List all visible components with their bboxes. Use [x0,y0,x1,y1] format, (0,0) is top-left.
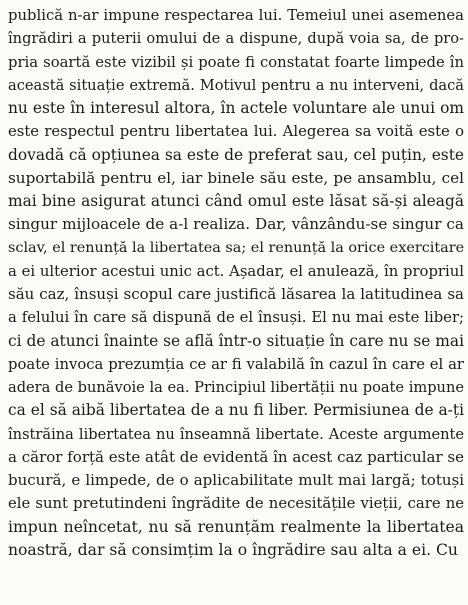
text-line-17: adera de bunăvoie la ea. Principiul libertății nu poate impune [8,379,464,396]
text-line-4: această situație extremă. Motivul pentru a nu interveni, dacă [8,76,464,94]
text-line-2: îngrădiri a puterii omului de a dispune, după voia sa, de pro- [8,30,464,48]
text-line-15: ci de atunci înainte se află într-o situație în care nu se mai [8,331,464,350]
text-line-14: a felului în care să dispună de el însuși. El nu mai este liber; [8,309,464,327]
text-line-12: a ei ulterior acestui unic act. Așadar, el anulează, în propriul [8,262,464,280]
body-text [8,4,464,562]
text-line-20: a căror forță este atât de evidentă în acest caz particular se [8,447,464,466]
text-line-3: pria soartă este vizibil și poate fi constatat foarte limpede în [8,53,464,71]
text-line-9: mai bine asigurat atunci când omul este lăsat să-și aleagă [8,192,464,210]
text-line-24: noastră, dar să consimțim la o îngrădire sau alta a ei. Cu [8,540,458,559]
text-line-18: ca el să aibă libertatea de a nu fi liber. Permisiunea de a-ți [8,401,464,420]
text-line-23: impun neîncetat, nu să renunțăm realmente la libertatea [8,517,464,536]
text-line-11: sclav, el renunță la libertatea sa; el renunță la orice exercitare [8,239,464,256]
text-line-22: ele sunt pretutindeni îngrădite de necesitățile vieții, care ne [8,495,464,513]
text-line-10: singur mijloacele de a-l realiza. Dar, vânzându-se singur ca [8,215,464,234]
text-line-7: dovadă că opțiunea sa este de preferat sau, cel puțin, este [8,145,464,164]
text-line-1: publică n-ar impune respectarea lui. Temeiul unei asemenea [8,7,464,24]
text-line-5: nu este în interesul altora, în actele voluntare ale unui om [8,99,464,117]
text-line-21: bucură, e limpede, de o aplicabilitate mult mai largă; totuși [8,471,464,489]
text-line-16: poate invoca prezumția ce ar fi valabilă în cazul în care el ar [8,355,464,373]
text-line-19: înstrăina libertatea nu înseamnă libertate. Aceste argumente [8,425,464,443]
text-line-6: este respectul pentru libertatea lui. Alegerea sa voită este o [8,123,464,141]
text-line-8: suportabilă pentru el, iar binele său este, pe ansamblu, cel [8,168,464,187]
text-line-13: său caz, însuși scopul care justifică lăsarea la latitudinea sa [8,285,464,303]
